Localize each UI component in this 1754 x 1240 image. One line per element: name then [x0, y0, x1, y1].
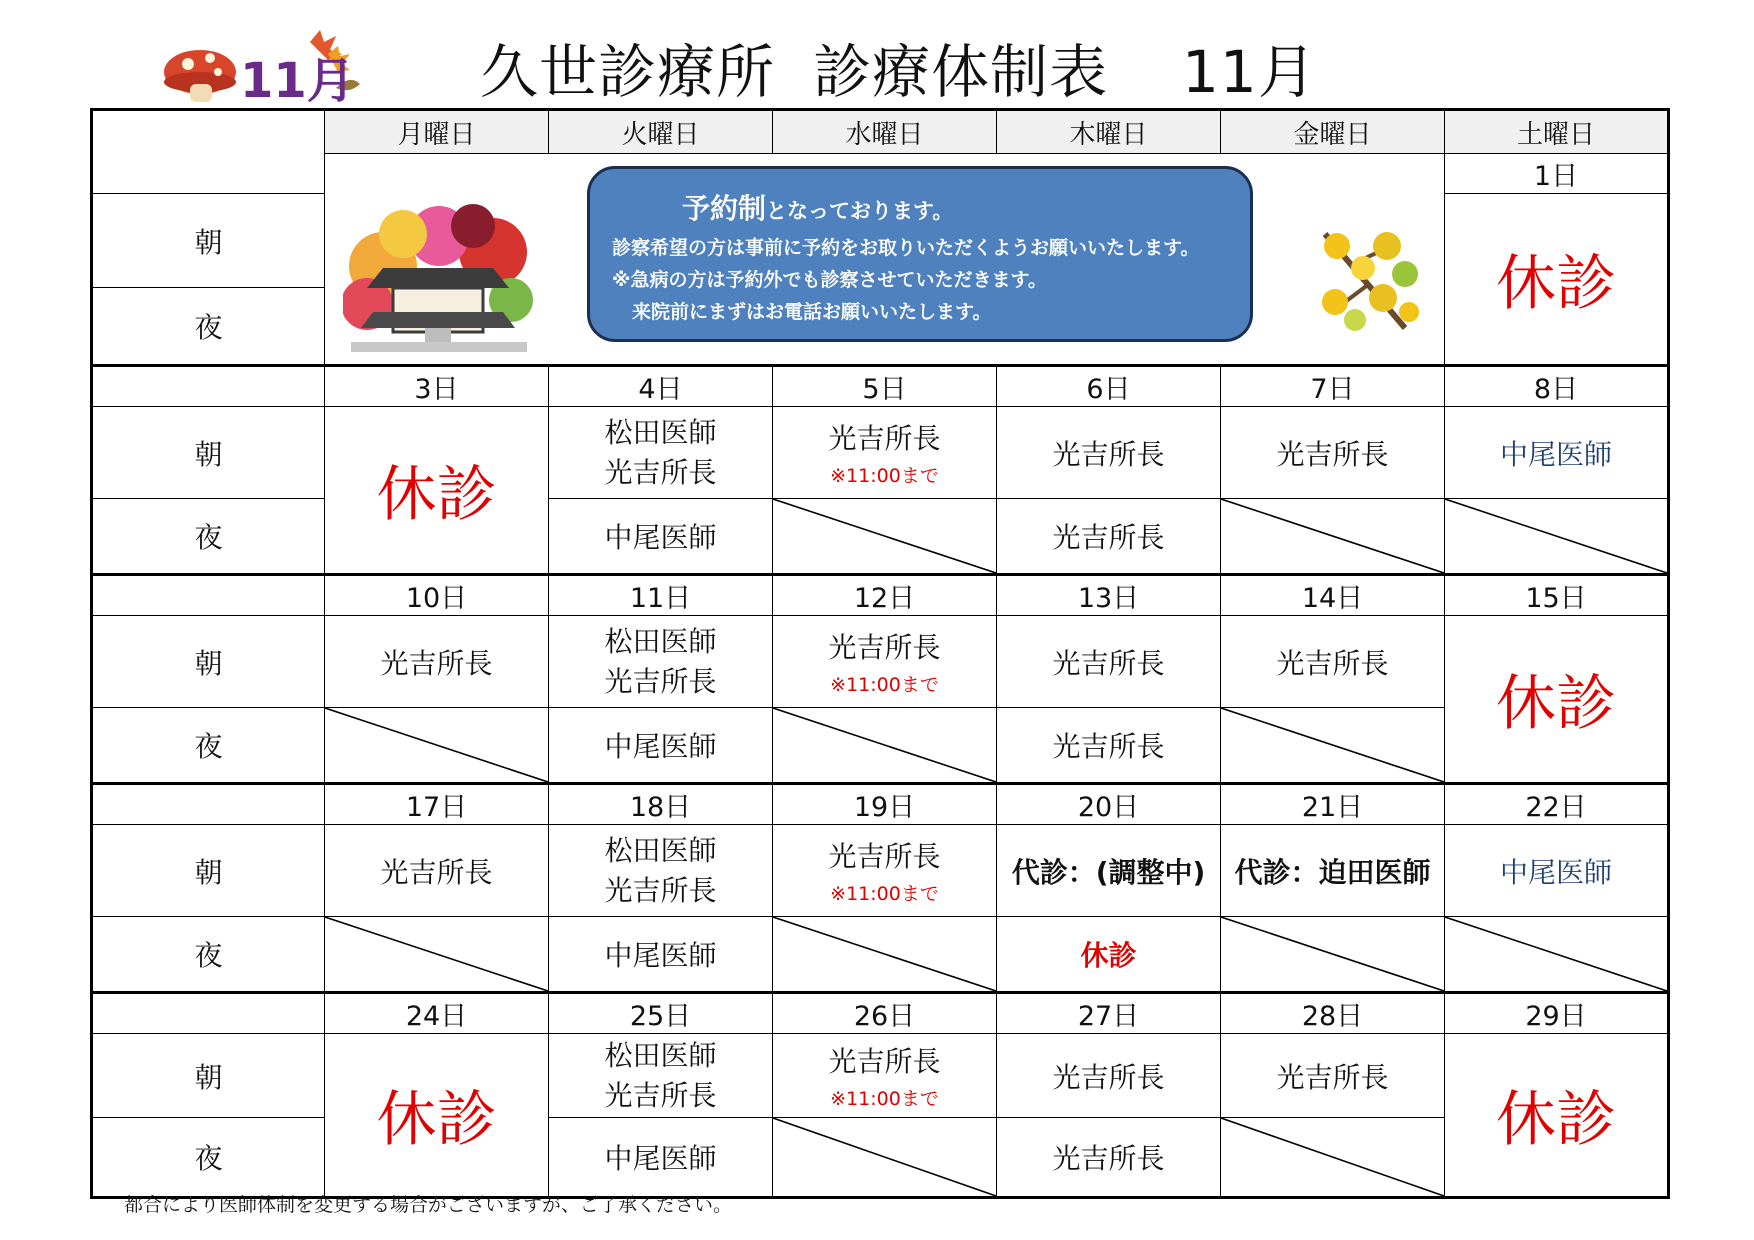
weekday-header-row — [92, 110, 1669, 154]
evening-label: 夜 — [92, 708, 325, 784]
no-session-cell — [773, 499, 997, 575]
closed-cell — [325, 1034, 549, 1198]
shift-cell: 中尾医師 — [549, 917, 773, 993]
date-cell: 17日 — [325, 784, 549, 825]
shift-cell: 光吉所長 — [325, 825, 549, 917]
date-cell: 24日 — [325, 993, 549, 1034]
morning-row — [92, 825, 1669, 917]
date-row — [92, 784, 1669, 825]
evening-label: 夜 — [92, 917, 325, 993]
date-cell: 20日 — [997, 784, 1221, 825]
shift-cell — [773, 1034, 997, 1118]
month-logo — [160, 24, 400, 108]
slash-mark — [773, 917, 996, 991]
shift-cell: 光吉所長 — [1221, 1034, 1445, 1118]
notice-title-main: 予約制 — [682, 192, 767, 225]
closed-cell — [1445, 616, 1669, 784]
date-cell: 27日 — [997, 993, 1221, 1034]
doctor-name: 光吉所長 — [828, 1045, 941, 1078]
evening-label: 夜 — [92, 499, 325, 575]
shift-cell: 光吉所長 — [997, 499, 1221, 575]
date-cell: 28日 — [1221, 993, 1445, 1034]
shift-cell: 中尾医師 — [549, 708, 773, 784]
doctor-name: 光吉所長 — [604, 664, 717, 698]
date-cell: 29日 — [1445, 993, 1669, 1034]
slash-mark — [1221, 1118, 1444, 1196]
morning-label: 朝 — [92, 616, 325, 708]
no-session-cell — [325, 708, 549, 784]
substitute-cell: 代診：(調整中) — [997, 825, 1221, 917]
doctor-name: 光吉所長 — [604, 455, 717, 489]
weekday-tue: 火曜日 — [549, 110, 773, 154]
closed-label: 休診 — [376, 460, 497, 530]
time-note: ※11:00まで — [830, 674, 939, 696]
notice-line-2: ※急病の方は予約外でも診察させていただきます。 — [612, 269, 1047, 291]
no-session-cell — [1221, 1118, 1445, 1198]
date-cell: 5日 — [773, 366, 997, 407]
no-session-cell — [1221, 708, 1445, 784]
evening-label: 夜 — [92, 1118, 325, 1198]
shift-cell: 光吉所長 — [997, 1118, 1221, 1198]
weekday-thu: 木曜日 — [997, 110, 1221, 154]
closed-label: 休診 — [1496, 249, 1616, 319]
weekday-wed: 水曜日 — [773, 110, 997, 154]
evening-row — [92, 708, 1669, 784]
title-clinic: 久世診療所 — [480, 38, 776, 106]
evening-row — [92, 917, 1669, 993]
morning-row — [92, 1034, 1669, 1118]
date-cell: 18日 — [549, 784, 773, 825]
date-cell: 25日 — [549, 993, 773, 1034]
doctor-name: 光吉所長 — [828, 631, 941, 664]
date-cell: 13日 — [997, 575, 1221, 616]
doctor-name: 光吉所長 — [828, 422, 941, 455]
no-session-cell — [773, 1118, 997, 1198]
substitute-cell: 代診：迫田医師 — [1221, 825, 1445, 917]
morning-label: 朝 — [92, 825, 325, 917]
date-cell: 22日 — [1445, 784, 1669, 825]
date-cell: 6日 — [997, 366, 1221, 407]
morning-row — [92, 407, 1669, 499]
time-note: ※11:00まで — [830, 883, 939, 905]
date-row — [92, 575, 1669, 616]
date-cell: 15日 — [1445, 575, 1669, 616]
date-cell: 7日 — [1221, 366, 1445, 407]
shift-cell: 光吉所長 — [997, 407, 1221, 499]
date-cell: 26日 — [773, 993, 997, 1034]
slash-mark — [1445, 917, 1667, 991]
no-session-cell — [1445, 917, 1669, 993]
evening-label: 夜 — [92, 288, 325, 366]
no-session-cell — [1221, 917, 1445, 993]
shift-cell: 中尾医師 — [1445, 407, 1669, 499]
date-cell: 10日 — [325, 575, 549, 616]
shift-cell: 光吉所長 — [1221, 407, 1445, 499]
closed-label: 休診 — [376, 1085, 497, 1155]
slash-mark — [1221, 917, 1444, 991]
slash-mark — [1445, 499, 1667, 573]
date-sat-1: 1日 — [1445, 154, 1669, 194]
slash-mark — [325, 708, 548, 782]
no-session-cell — [773, 708, 997, 784]
ginkgo-icon — [1313, 224, 1423, 334]
no-session-cell — [325, 917, 549, 993]
shift-cell — [549, 407, 773, 499]
date-label-cell — [92, 993, 325, 1034]
slash-mark — [773, 1118, 996, 1196]
date-cell: 8日 — [1445, 366, 1669, 407]
slash-mark — [773, 708, 996, 782]
shift-cell: 光吉所長 — [997, 708, 1221, 784]
shift-cell: 中尾医師 — [1445, 825, 1669, 917]
closed-label: 休診 — [1496, 669, 1616, 739]
doctor-name: 松田医師 — [604, 415, 717, 449]
doctor-name: 光吉所長 — [604, 1078, 717, 1112]
date-label-cell — [92, 366, 325, 407]
morning-label: 朝 — [92, 407, 325, 499]
shift-cell: 中尾医師 — [549, 1118, 773, 1198]
corner-cell — [92, 110, 325, 194]
doctor-name: 松田医師 — [604, 833, 717, 867]
shift-cell — [773, 825, 997, 917]
slash-mark — [1221, 499, 1444, 573]
slash-mark — [1221, 708, 1444, 782]
autumn-temple-icon — [343, 196, 533, 356]
date-cell: 11日 — [549, 575, 773, 616]
notice-area — [325, 154, 1445, 366]
time-note: ※11:00まで — [830, 1088, 939, 1110]
slash-mark — [325, 917, 548, 991]
shift-cell: 光吉所長 — [1221, 616, 1445, 708]
page-title — [480, 32, 1317, 112]
weekday-mon: 月曜日 — [325, 110, 549, 154]
doctor-name: 松田医師 — [604, 1038, 717, 1072]
date-cell: 21日 — [1221, 784, 1445, 825]
notice-title-rest: となっております。 — [766, 199, 954, 223]
notice-title — [682, 187, 953, 227]
shift-cell — [773, 616, 997, 708]
doctor-name: 光吉所長 — [828, 840, 941, 873]
shift-cell — [549, 616, 773, 708]
date-label-cell — [92, 575, 325, 616]
schedule-table — [90, 108, 1670, 1199]
title-table: 診療体制表 — [813, 38, 1109, 106]
doctor-name: 松田医師 — [604, 624, 717, 658]
closed-cell — [325, 407, 549, 575]
morning-label: 朝 — [92, 194, 325, 288]
date-cell: 4日 — [549, 366, 773, 407]
closed-label: 休診 — [1496, 1085, 1616, 1155]
weekday-fri: 金曜日 — [1221, 110, 1445, 154]
date-cell: 12日 — [773, 575, 997, 616]
shift-cell: 中尾医師 — [549, 499, 773, 575]
date-cell: 14日 — [1221, 575, 1445, 616]
date-row — [92, 154, 1669, 194]
footnote: 都合により医師体制を変更する場合がございますが、ご了承ください。 — [124, 1194, 733, 1216]
morning-row — [92, 616, 1669, 708]
no-session-cell — [1445, 499, 1669, 575]
shift-cell — [549, 1034, 773, 1118]
closed-cell: 休診 — [997, 917, 1221, 993]
no-session-cell — [1221, 499, 1445, 575]
morning-label: 朝 — [92, 1034, 325, 1118]
closed-cell — [1445, 194, 1669, 366]
shift-cell: 光吉所長 — [325, 616, 549, 708]
weekday-sat: 土曜日 — [1445, 110, 1669, 154]
slash-mark — [773, 499, 996, 573]
date-cell: 3日 — [325, 366, 549, 407]
date-row — [92, 366, 1669, 407]
no-session-cell — [773, 917, 997, 993]
notice-line-3: 来院前にまずはお電話お願いいたします。 — [632, 301, 992, 323]
logo-month-text: 11月 — [240, 53, 355, 109]
shift-cell — [773, 407, 997, 499]
date-label-cell — [92, 784, 325, 825]
date-row — [92, 993, 1669, 1034]
date-cell: 19日 — [773, 784, 997, 825]
time-note: ※11:00まで — [830, 465, 939, 487]
shift-cell — [549, 825, 773, 917]
title-month: 11月 — [1182, 38, 1317, 106]
closed-cell — [1445, 1034, 1669, 1198]
shift-cell: 光吉所長 — [997, 616, 1221, 708]
shift-cell: 光吉所長 — [997, 1034, 1221, 1118]
doctor-name: 光吉所長 — [604, 873, 717, 907]
notice-line-1: 診察希望の方は事前に予約をお取りいただくようお願いいたします。 — [612, 237, 1200, 259]
reservation-notice — [587, 166, 1253, 342]
